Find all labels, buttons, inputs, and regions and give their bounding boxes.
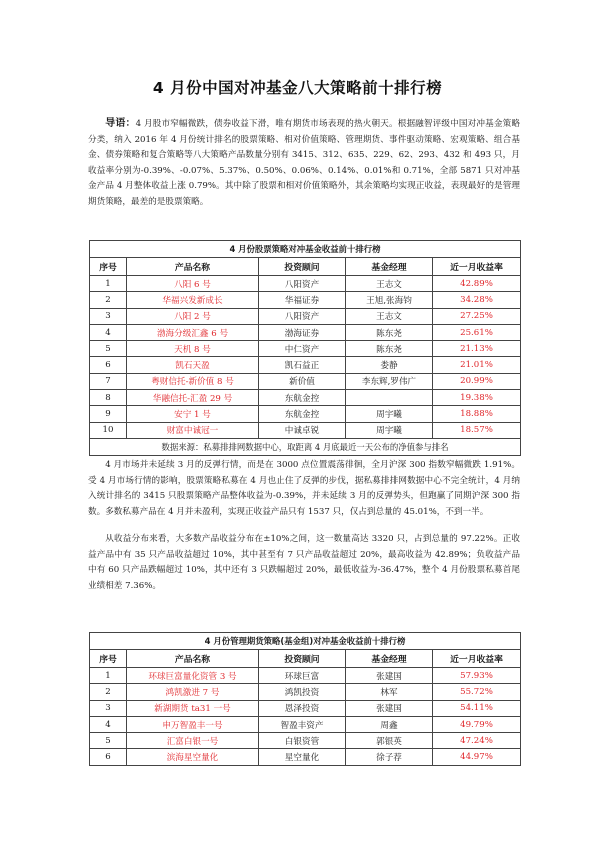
header-rank: 序号	[90, 650, 127, 668]
manager-cell: 娄静	[346, 357, 433, 373]
rank-cell: 6	[90, 357, 127, 373]
advisor-cell: 中诚卓锐	[259, 422, 346, 438]
return-cell: 18.57%	[433, 422, 521, 438]
advisor-cell: 八阳资产	[259, 308, 346, 324]
header-return: 近一月收益率	[433, 650, 521, 668]
product-name-cell: 申万智盈丰一号	[127, 716, 259, 732]
advisor-cell: 凯石益正	[259, 357, 346, 373]
manager-cell: 徐子荐	[346, 749, 433, 765]
manager-cell: 林军	[346, 684, 433, 700]
product-name-cell: 天机 8 号	[127, 341, 259, 357]
table-row	[90, 308, 521, 324]
manager-cell: 李东辉,罗伟广	[346, 373, 433, 389]
advisor-cell: 渤海证券	[259, 324, 346, 340]
header-product: 产品名称	[127, 258, 259, 276]
return-cell: 49.79%	[433, 716, 521, 732]
return-cell: 20.99%	[433, 373, 521, 389]
product-name-cell: 环球巨富量化资管 3 号	[127, 668, 259, 684]
manager-cell: 王志文	[346, 308, 433, 324]
market-paragraph: 4 月市场并未延续 3 月的反弹行情，而是在 3000 点位置震荡徘徊，全月沪深 300 指数窄幅微跌 1.91%。受 4 月市场行情的影响，股票策略私募在 4 月也止住了反弹的步伐，据私募排排网数据中心不完全统计，4 月纳入统计排名的 3415 只股票策略产品整体收益为-0.39%，并未延续 3 月的反弹势头，但跑赢了同期沪深 300 指数。多数私募产品在 4 月并未盈利，实现正收益产品只有 1537 只，仅占到总量的 45.01%，不到一半。	[88, 460, 520, 517]
rank-cell: 5	[90, 341, 127, 357]
rank-cell: 4	[90, 716, 127, 732]
product-name-cell: 安宁 1 号	[127, 406, 259, 422]
return-cell: 42.89%	[433, 276, 521, 292]
advisor-cell: 鸿凯投资	[259, 684, 346, 700]
page-title: 4 月份中国对冲基金八大策略前十排行榜	[152, 79, 443, 97]
product-name-cell: 新湖期货 ta31 一号	[127, 700, 259, 716]
table-row	[90, 668, 521, 684]
return-cell: 27.25%	[433, 308, 521, 324]
advisor-cell: 新价值	[259, 373, 346, 389]
advisor-cell: 星空量化	[259, 749, 346, 765]
table-row	[90, 733, 521, 749]
product-name-cell: 华福兴发新成长	[127, 292, 259, 308]
product-name-cell: 渤海分级汇鑫 6 号	[127, 324, 259, 340]
product-name-cell: 八阳 2 号	[127, 308, 259, 324]
product-name-cell: 凯石天盈	[127, 357, 259, 373]
return-cell: 18.88%	[433, 406, 521, 422]
rank-cell: 8	[90, 390, 127, 406]
advisor-cell: 环球巨富	[259, 668, 346, 684]
advisor-cell: 白银资管	[259, 733, 346, 749]
table-row	[90, 324, 521, 340]
rank-cell: 6	[90, 749, 127, 765]
table-row	[90, 684, 521, 700]
return-cell: 21.13%	[433, 341, 521, 357]
manager-cell: 王旭,张海钧	[346, 292, 433, 308]
table-caption: 4 月份股票策略对冲基金收益前十排行榜	[90, 241, 521, 258]
product-name-cell: 华融信托-汇盈 29 号	[127, 390, 259, 406]
rank-cell: 10	[90, 422, 127, 438]
manager-cell: 陈东尧	[346, 324, 433, 340]
manager-cell: 周鑫	[346, 716, 433, 732]
intro-paragraph	[88, 116, 520, 211]
manager-cell: 郭银英	[346, 733, 433, 749]
table-header-row	[90, 258, 521, 276]
table-row	[90, 292, 521, 308]
managed-futures-ranking-table	[89, 632, 521, 766]
advisor-cell: 恩泽投资	[259, 700, 346, 716]
advisor-cell: 八阳资产	[259, 276, 346, 292]
return-cell: 54.11%	[433, 700, 521, 716]
header-rank: 序号	[90, 258, 127, 276]
table-header-row	[90, 650, 521, 668]
return-cell: 25.61%	[433, 324, 521, 340]
return-cell: 57.93%	[433, 668, 521, 684]
rank-cell: 9	[90, 406, 127, 422]
table-row	[90, 406, 521, 422]
return-cell: 19.38%	[433, 390, 521, 406]
table-row	[90, 422, 521, 438]
header-advisor: 投资顾问	[259, 258, 346, 276]
table-row	[90, 749, 521, 765]
return-cell: 55.72%	[433, 684, 521, 700]
rank-cell: 2	[90, 684, 127, 700]
rank-cell: 3	[90, 308, 127, 324]
return-cell: 34.28%	[433, 292, 521, 308]
manager-cell	[346, 390, 433, 406]
distribution-paragraph: 从收益分布来看，大多数产品收益分布在±10%之间，这一数量高达 3320 只，占到总量的 97.22%。正收益产品中有 35 只产品收益超过 10%，其中甚至有 7 只产品收益超过 20%，最高收益为 42.89%；负收益产品中有 60 只产品跌幅超过 10%，其中还有 3 只跌幅超过 20%，最低收益为-36.47%，整个 4 月份股票私募首尾业绩相差 7.36%。	[88, 534, 520, 591]
product-name-cell: 鸿凯激进 7 号	[127, 684, 259, 700]
header-return: 近一月收益率	[433, 258, 521, 276]
product-name-cell: 财富中诚冠一	[127, 422, 259, 438]
product-name-cell: 汇富白银一号	[127, 733, 259, 749]
stock-strategy-ranking-table	[89, 240, 521, 456]
manager-cell: 张建国	[346, 668, 433, 684]
rank-cell: 2	[90, 292, 127, 308]
manager-cell: 陈东尧	[346, 341, 433, 357]
manager-cell: 张建国	[346, 700, 433, 716]
manager-cell: 周宇曦	[346, 422, 433, 438]
intro-text: 4 月股市窄幅微跌，债券收益下滑，唯有期货市场表现的热火朝天。根据融智评级中国对冲基金策略分类，纳入 2016 年 4 月份统计排名的股票策略、相对价值策略、管理期货、事件驱动策略、宏观策略、组合基金、债券策略和复合策略等八大策略产品数量分别有 3415、312、635、229、62、293、432 和 493 只，月收益率分别为-0.39%、-0.07%、5.37%、0.50%、0.06%、0.14%、0.01%和 0.71%，全部 5871 只对冲基金产品 4 月整体收益上涨 0.79%。其中除了股票和相对价值策略外，其余策略均实现正收益，表现最好的是管理期货策略，最差的是股票策略。	[88, 119, 521, 207]
product-name-cell: 滨海星空量化	[127, 749, 259, 765]
rank-cell: 5	[90, 733, 127, 749]
rank-cell: 4	[90, 324, 127, 340]
table-caption: 4 月份管理期货策略(基金组)对冲基金收益前十排行榜	[90, 633, 521, 650]
manager-cell: 周宇曦	[346, 406, 433, 422]
return-cell: 44.97%	[433, 749, 521, 765]
return-cell: 47.24%	[433, 733, 521, 749]
table-row	[90, 357, 521, 373]
advisor-cell: 东航金控	[259, 406, 346, 422]
rank-cell: 1	[90, 276, 127, 292]
return-cell: 21.01%	[433, 357, 521, 373]
table-row	[90, 716, 521, 732]
manager-cell: 王志文	[346, 276, 433, 292]
advisor-cell: 东航金控	[259, 390, 346, 406]
table-row	[90, 373, 521, 389]
table-row	[90, 341, 521, 357]
advisor-cell: 华福证券	[259, 292, 346, 308]
advisor-cell: 智盈丰资产	[259, 716, 346, 732]
advisor-cell: 中仁资产	[259, 341, 346, 357]
table-row	[90, 276, 521, 292]
data-source-note: 数据来源：私募排排网数据中心，取距离 4 月底最近一天公布的净值参与排名	[90, 438, 521, 455]
product-name-cell: 粤财信托-新价值 8 号	[127, 373, 259, 389]
rank-cell: 3	[90, 700, 127, 716]
rank-cell: 1	[90, 668, 127, 684]
header-manager: 基金经理	[346, 258, 433, 276]
table-row	[90, 700, 521, 716]
header-advisor: 投资顾问	[259, 650, 346, 668]
header-manager: 基金经理	[346, 650, 433, 668]
header-product: 产品名称	[127, 650, 259, 668]
rank-cell: 7	[90, 373, 127, 389]
intro-lead: 导语：	[105, 118, 136, 129]
product-name-cell: 八阳 6 号	[127, 276, 259, 292]
table-row	[90, 390, 521, 406]
